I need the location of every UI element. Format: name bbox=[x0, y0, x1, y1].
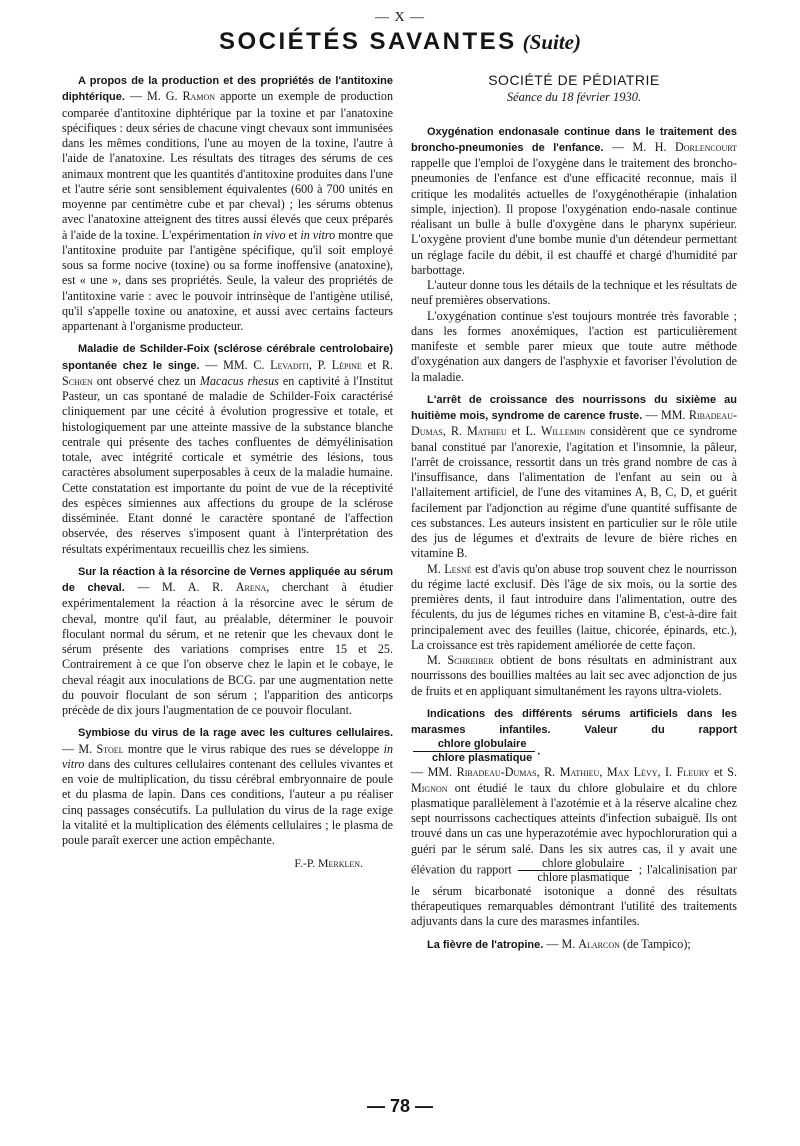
article-resorcine bbox=[62, 564, 393, 719]
article-text: L'oxygénation continue s'est toujours montrée très favorable ; dans les formes anoxémiques, l'action est particulièrement manifeste et semble parer mieux que toute autre méthode d'oxygénation aux dangers de l'asphyxie et favoriser l'évolution de la maladie. bbox=[411, 308, 737, 384]
article-dash: — MM. bbox=[411, 765, 457, 780]
article-text: , R. bbox=[442, 424, 468, 439]
right-column bbox=[411, 73, 737, 953]
article-paragraph bbox=[411, 278, 737, 309]
article-dash: — M. A. R. bbox=[124, 580, 236, 594]
article-text: L'auteur donne tous les détails de la technique et les résultats de neuf premières observations. bbox=[411, 278, 737, 308]
article-italic: in vitro bbox=[62, 741, 393, 771]
article-heading: Maladie de Schilder-Foix (sclérose cérébrale centrolobaire) spontanée chez le singe. bbox=[62, 343, 393, 372]
article-text: et L. bbox=[506, 424, 541, 439]
article-italic: in vitro bbox=[300, 227, 336, 242]
article-text: montre que l'antitoxine produite par l'antigène spécifique, qu'il soit employé sous sa forme nocive (toxine) ou sa forme inoffensive (anatoxine), est « une », dans ses propriétés. Seule, la valeur des propriétés de l'antitoxine varie : avec le pouvoir intrinsèque de l'antigène utilisé, qu'il s'appelle toxine ou anatoxine, et aussi avec certains facteurs appartenant à l'organisme producteur. bbox=[62, 227, 394, 333]
article-text: , bbox=[599, 765, 607, 780]
article-dash: — M. H. bbox=[603, 139, 675, 154]
article-text: , P. bbox=[308, 357, 332, 372]
article-text: dans des cultures cellulaires contenant des cellules vivantes et en voie de multiplication, du tissu cérébral embryonnaire de poule et du plasma de lapin. Dans ces conditions, l'auteur a pu réaliser cinq passages consécutifs. La pullulation du virus de la rage exige la vitalité et la multiplication des éléments cellulaires ; le plasma de poule paraît exercer une action empêchante. bbox=[62, 756, 393, 847]
article-author: Stoel bbox=[96, 741, 124, 756]
signature-name: Merklen. bbox=[318, 856, 363, 871]
article-text: ; l'alcalinisation par le sérum bicarbonaté isotonique a donné des résultats thérapeutiques remarquables démontrant l'utilité des traitements adjuvants dans la cure des marasmes infantiles. bbox=[411, 862, 737, 929]
article-author: Mathieu bbox=[467, 424, 507, 439]
article-rage bbox=[62, 725, 393, 848]
signature bbox=[62, 856, 393, 871]
article-paragraph bbox=[411, 309, 737, 385]
article-text: et S. bbox=[709, 765, 738, 780]
article-text: montre que le virus rabique des rues se développe bbox=[123, 741, 384, 756]
article-heading: Sur la réaction à la résorcine de Vernes appliquée au sérum de cheval. bbox=[62, 565, 393, 594]
article-serums bbox=[411, 706, 737, 930]
article-oxygenation bbox=[411, 124, 737, 279]
article-text: apporte un exemple de production comparée d'antitoxine diphtérique par la toxine et par l'anatoxine spécifiques : deux séries de chacune vingt chevaux sont immunisées dans les mêmes conditions, l'une au moyen de la toxine, l'autre à l'aide de l'anatoxine. Les résultats des titrages des sérums de ces animaux montrent que les quantités d'antitoxine produites dans l'une et l'autre série sont sensiblement équivalentes (600 à 700 unités en moyenne par centimètre cube et par cheval) ; les sérums obtenus avec l'anatoxine atteignent des titres aussi élevés que ceux préparés à l'aide de la toxine. L'expérimentation bbox=[62, 89, 393, 242]
article-text: , cherchant à étudier expérimentalement la réaction à la résorcine avec le sérum de cheval, montre qu'il faut, au préalable, déterminer le pouvoir floculant normal du sérum, et ne retenir que les chevaux dont le sérum présente des variations comprises entre 15 et 25. Contrairement à ce que l'on observe chez le lapin et le cobaye, le cheval réagit aux inoculations de BCG. par une augmentation nette du pouvoir floculant de son sérum ; l'apparition des anticorps précède de dix jours l'augmentation de ce pouvoir floculant. bbox=[62, 580, 393, 717]
article-heading-end: . bbox=[537, 745, 541, 758]
article-text: en captivité à l'Institut Pasteur, un cas spontané de maladie de Schilder-Foix caractérisé cliniquement par une cécité à évolution progressive et totale, et histologiquement par une atteinte massive de la substance blanche centrale qui présente des taches confluentes de démyélinisation totale, avec intégrité corticale et symétrie des lésions, tous caractères absolument superposables à ceux de la maladie humaine. Cette constatation est importante du point de vue de la réceptivité des espèces simiennes aux affections du groupe de la sclérose disséminée. Etant donné le caractère spontané de l'affection observée, des réserves s'imposent quant à l'interprétation des résultats expérimentaux recueillis chez les simiens. bbox=[62, 373, 393, 556]
ratio-fraction bbox=[413, 738, 535, 765]
article-heading: L'arrêt de croissance des nourrissons du sixième au huitième mois, syndrome de carence fruste. bbox=[411, 393, 737, 422]
article-text: et R. bbox=[361, 357, 394, 372]
article-heading: Indications des différents sérums artificiels dans les marasmes infantiles. Valeur du rapport bbox=[411, 707, 737, 736]
page-title bbox=[0, 28, 800, 56]
article-heading: A propos de la production et des propriétés de l'antitoxine diphtérique. bbox=[62, 75, 393, 104]
article-heading: Symbiose du virus de la rage avec les cultures cellulaires. bbox=[78, 727, 393, 740]
article-text: M. bbox=[427, 653, 448, 667]
article-text: rappelle que l'emploi de l'oxygène dans le traitement des broncho-pneumonies de l'enfance est d'une efficacité reconnue, mais il critique les modalités actuelles de l'oxygénothérapie (inhalation simple, injection). Il propose l'oxygénation endo-nasale continue réalisant un bulle à bulle d'oxygène dans le pharynx supérieur. L'oxygène provient d'une bombe munie d'un détendeur permettant un réglage facile du débit, il est chauffé et chargé d'humidité par barbottage. bbox=[411, 156, 737, 277]
article-heading: La fièvre de l'atropine. bbox=[427, 938, 544, 951]
article-atropine bbox=[411, 937, 737, 953]
article-dash: — MM. bbox=[642, 408, 689, 422]
article-dash: — M. bbox=[62, 741, 97, 756]
article-heading: Oxygénation endonasale continue dans le traitement des broncho-pneumonies de l'enfance. bbox=[411, 125, 737, 154]
article-author: Ribadeau-Dumas bbox=[456, 765, 537, 780]
article-author: Mathieu bbox=[559, 765, 600, 780]
article-author: Ramon bbox=[182, 89, 215, 104]
article-text: considèrent que ce syndrome banal constitué par l'anorexie, l'agitation et l'insomnie, la pâleur, l'arrêt de croissance, ressortit dans un très grand nombre de cas à l'insuffisance, dans l'alimentation de l'enfant au sein ou à l'allaitement artificiel, de l'une des vitamines A, B, C, D, et guérit facilement par l'adjonction au régime d'une quantité suffisante de ces substances. Les auteurs insistent en particulier sur le rôle utile des jus de légumes et d'extraits de levure de bière riches en vitamine B. bbox=[411, 424, 738, 561]
article-text: , I. bbox=[657, 765, 677, 780]
ratio-denominator: chlore plasmatique bbox=[537, 869, 630, 884]
article-dash: — M. bbox=[543, 936, 579, 951]
society-heading: SOCIÉTÉ DE PÉDIATRIE bbox=[488, 72, 660, 88]
article-author: Willemin bbox=[540, 424, 586, 439]
article-antitoxine bbox=[62, 73, 393, 334]
article-paragraph bbox=[411, 653, 737, 699]
article-author: Lépine bbox=[331, 357, 362, 372]
article-text: ont observé chez un bbox=[92, 373, 200, 388]
article-author: Levaditi bbox=[270, 357, 309, 372]
article-text: est d'avis qu'on abuse trop souvent chez le nourrisson du régime lacté exclusif. Dès l'âge de six mois, ou la sortie des premières dents, il faut introduire dans l'alimentation, outre des féculents, du jus de légumes riches en vitamine B, c'est-à-dire fait principalement avec des feuilles (laitue, chicorée, épinards, etc.), La croissance est très rapidement améliorée de cette façon. bbox=[411, 561, 737, 652]
page-title-suite: (Suite) bbox=[522, 30, 581, 54]
ratio-denominator: chlore plasmatique bbox=[432, 752, 533, 765]
ratio-numerator: chlore globulaire bbox=[518, 857, 632, 871]
article-author: Arena bbox=[235, 580, 267, 594]
ratio-numerator: chlore globulaire bbox=[413, 738, 535, 752]
article-text: M. bbox=[427, 561, 445, 576]
signature-initials: F.-P. bbox=[294, 856, 318, 871]
ratio-fraction bbox=[518, 857, 632, 884]
article-dash: — M. G. bbox=[124, 89, 183, 104]
article-italic: Macacus rhesus bbox=[199, 373, 279, 388]
session-date: Séance du 18 février 1930. bbox=[506, 90, 642, 105]
article-author: Schreiber bbox=[447, 653, 494, 667]
article-author: Dorlencourt bbox=[674, 139, 737, 154]
article-dash: — MM. C. bbox=[199, 357, 271, 372]
page-number: — 78 — bbox=[366, 1096, 434, 1116]
article-author: Schœn bbox=[62, 373, 93, 388]
article-author: Alarcon bbox=[578, 936, 620, 951]
article-text: obtient de bons résultats en administrant aux nourrissons des bouillies maltées au lait sec avec adjonction de jus de fruits et en appliquant simultanément les rayons ultra-violets. bbox=[411, 653, 737, 698]
article-text: , R. bbox=[536, 765, 560, 780]
article-text: (de Tampico); bbox=[619, 936, 691, 951]
article-italic: in vivo bbox=[252, 227, 286, 242]
article-schilder-foix bbox=[62, 341, 393, 557]
article-text: et bbox=[285, 227, 301, 242]
page-title-main: SOCIÉTÉS SAVANTES bbox=[219, 28, 517, 55]
article-arret-croissance bbox=[411, 392, 737, 562]
page-top-marker: — X — bbox=[374, 10, 426, 25]
left-column bbox=[62, 73, 393, 872]
article-paragraph bbox=[411, 562, 737, 654]
article-text: ont étudié le taux du chlore globulaire et du chlore plasmatique parallèlement à l'azotémie et à la réserve alcaline chez sept nourrissons cachectiques atteints d'infection subaiguë. Ils ont trouvé dans un cas une hyperazotémie avec hypochloruration qui a guéri par le sérum salé. Dans les six autres cas, il y avait une élévation du rapport bbox=[411, 780, 737, 877]
article-author: Max Lévy bbox=[606, 765, 658, 780]
article-author: Fleury bbox=[676, 765, 710, 780]
article-author: Lesné bbox=[444, 561, 472, 576]
article-author: Ribadeau-Dumas bbox=[411, 408, 737, 439]
article-author: Mignon bbox=[411, 780, 448, 795]
